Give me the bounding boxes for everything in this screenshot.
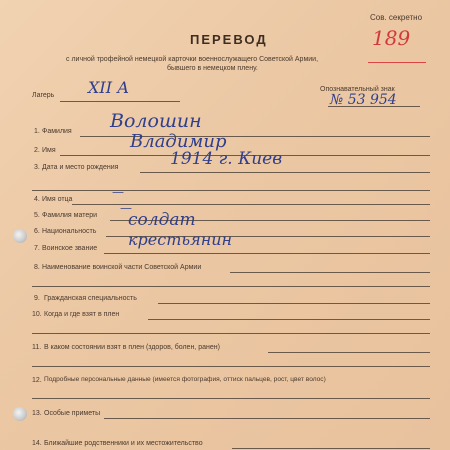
field-line	[104, 253, 430, 254]
subtitle-line-2: бывшего в немецком плену.	[167, 65, 258, 72]
blank-line	[32, 190, 430, 191]
field-line	[230, 272, 430, 273]
camp-label: Лагерь	[32, 92, 55, 99]
field-line	[268, 352, 430, 353]
field-number: 7.	[34, 245, 40, 252]
field-number: 9.	[34, 295, 40, 302]
field-number: 10.	[32, 311, 42, 318]
field-label: Имя	[42, 147, 56, 154]
field-line	[158, 303, 430, 304]
field-number: 8.	[34, 264, 40, 271]
blank-line	[32, 398, 430, 399]
field-number: 1.	[34, 128, 40, 135]
punch-hole-top	[13, 229, 27, 243]
secrecy-label: Сов. секретно	[370, 13, 423, 22]
field-label: Дата и место рождения	[42, 164, 119, 171]
field-line	[104, 418, 430, 419]
field-label: Наименование воинской части Советской Армии	[42, 264, 202, 271]
field-value: Владимир	[130, 131, 227, 152]
field-number: 4.	[34, 196, 40, 203]
field-number: 12.	[32, 377, 42, 384]
field-number: 3.	[34, 164, 40, 171]
field-value: Волошин	[110, 110, 202, 132]
camp-line	[60, 101, 180, 102]
field-number: 6.	[34, 228, 40, 235]
document-number: 189	[372, 26, 411, 50]
field-label: Фамилия матери	[42, 212, 98, 219]
field-label: Гражданская специальность	[44, 295, 137, 302]
ident-label: Опознавательный знак	[320, 86, 395, 93]
field-label: Особые приметы	[44, 410, 101, 417]
field-number: 11.	[32, 344, 42, 351]
field-value: 1914 г. Киев	[170, 149, 283, 169]
field-number: 2.	[34, 147, 40, 154]
field-number: 5.	[34, 212, 40, 219]
field-label: Подробные персональные данные (имеется фотография, оттиск пальцев, рост, цвет волос)	[44, 376, 326, 383]
field-line	[140, 172, 430, 173]
camp-value: XII А	[88, 78, 130, 97]
field-number: 13.	[32, 410, 42, 417]
field-line	[232, 448, 430, 449]
field-label: В каком состоянии взят в плен (здоров, болен, ранен)	[44, 344, 220, 351]
field-label: Ближайшие родственники и их местожительство	[44, 440, 203, 447]
subtitle-line-1: с личной трофейной немецкой карточки военнослужащего Советской Армии,	[66, 56, 319, 63]
punch-hole-bottom	[13, 407, 27, 421]
field-label: Воинское звание	[42, 245, 98, 252]
blank-line	[32, 366, 430, 367]
blank-line	[32, 286, 430, 287]
field-value: —	[112, 185, 124, 199]
field-number: 14.	[32, 440, 42, 447]
ident-value: № 53 954	[330, 92, 397, 108]
field-label: Имя отца	[42, 196, 73, 203]
blank-line	[32, 333, 430, 334]
field-label: Фамилия	[42, 128, 72, 135]
field-value: крестьянин	[128, 230, 233, 249]
field-label: Когда и где взят в плен	[44, 311, 120, 318]
document-title: ПЕРЕВОД	[190, 32, 268, 47]
field-line	[148, 319, 430, 320]
number-underline	[368, 62, 426, 63]
field-value: солдат	[128, 210, 196, 230]
field-value: —	[120, 201, 132, 215]
field-label: Национальность	[42, 228, 97, 235]
